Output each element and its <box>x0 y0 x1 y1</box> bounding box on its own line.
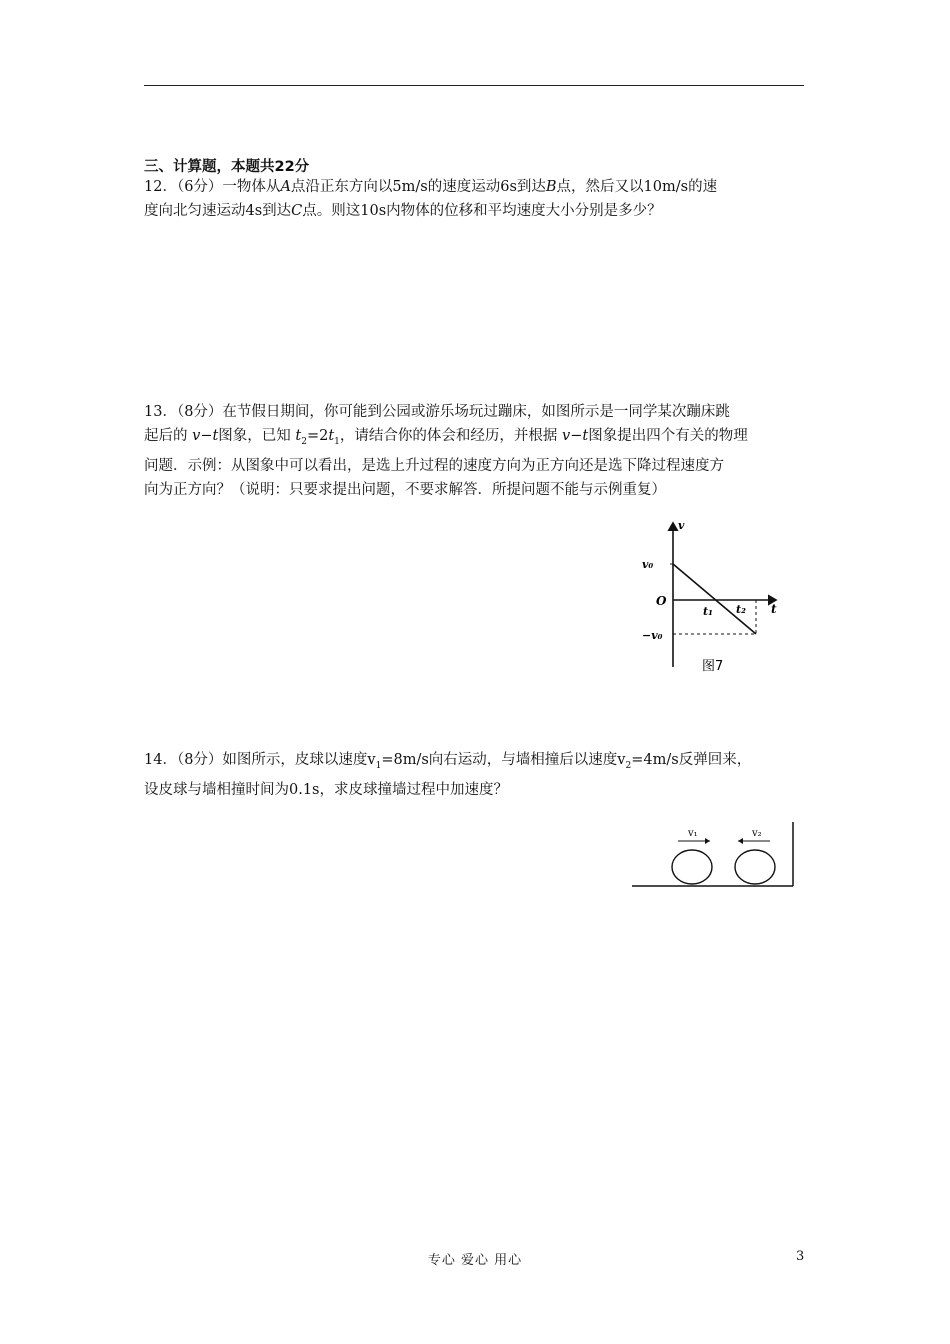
t-axis-label: t <box>771 602 777 616</box>
ball-incoming <box>672 850 712 884</box>
page-number: 3 <box>796 1249 805 1264</box>
ball-wall-figure <box>630 820 810 890</box>
q13-line-3: 问题．示例：从图象中可以看出，是选上升过程的速度方向为正方向还是选下降过程速度方 <box>144 457 724 474</box>
neg-v0-label: −v₀ <box>642 629 663 642</box>
v1-label: v₁ <box>688 828 698 839</box>
question-12 <box>144 175 806 223</box>
v2-label: v₂ <box>752 828 762 839</box>
q13-line-4: 向为正方向？（说明：只要求提出问题，不要求解答．所提问题不能与示例重复） <box>144 481 666 498</box>
ball-rebound <box>735 850 775 884</box>
v0-label: v₀ <box>642 558 654 571</box>
t2-label: t₂ <box>736 603 746 616</box>
q14-line-2: 设皮球与墙相撞时间为0.1s，求皮球撞墙过程中加速度？ <box>144 781 508 798</box>
figure-caption: 图7 <box>702 659 724 674</box>
v-axis-label: v <box>678 519 685 532</box>
t1-label: t₁ <box>703 605 713 618</box>
q14-line-1: 14．（8分）如图所示，皮球以速度$v_1=8m/s$向右运动，与墙相撞后以速度$v_2=4m/s$反弹回来， <box>144 752 752 771</box>
question-14 <box>144 748 806 802</box>
section-title: 三、计算题，本题共22分 <box>144 159 310 175</box>
q13-line-2: 起后的 v−t图象，已知 $t_2=2t_1$，请结合你的体会和经历，并根据 v−t图象提出四个有关的物理 <box>144 428 748 447</box>
vt-graph-figure <box>636 517 786 675</box>
q12-line-1: 12．（6分）一物体从A点沿正东方向以5m/s的速度运动6s到达B点，然后又以10m/s的速 <box>144 179 718 195</box>
origin-label: O <box>656 594 667 608</box>
footer-text: 专心 爱心 用心 <box>427 1253 523 1268</box>
header-rule <box>144 85 804 86</box>
q13-line-1: 13．（8分）在节假日期间，你可能到公园或游乐场玩过蹦床，如图所示是一同学某次蹦床跳 <box>144 404 730 420</box>
q12-line-2: 度向北匀速运动4s到达C点。则这10s内物体的位移和平均速度大小分别是多少？ <box>144 203 662 219</box>
question-13 <box>144 400 806 502</box>
velocity-line <box>673 564 756 634</box>
